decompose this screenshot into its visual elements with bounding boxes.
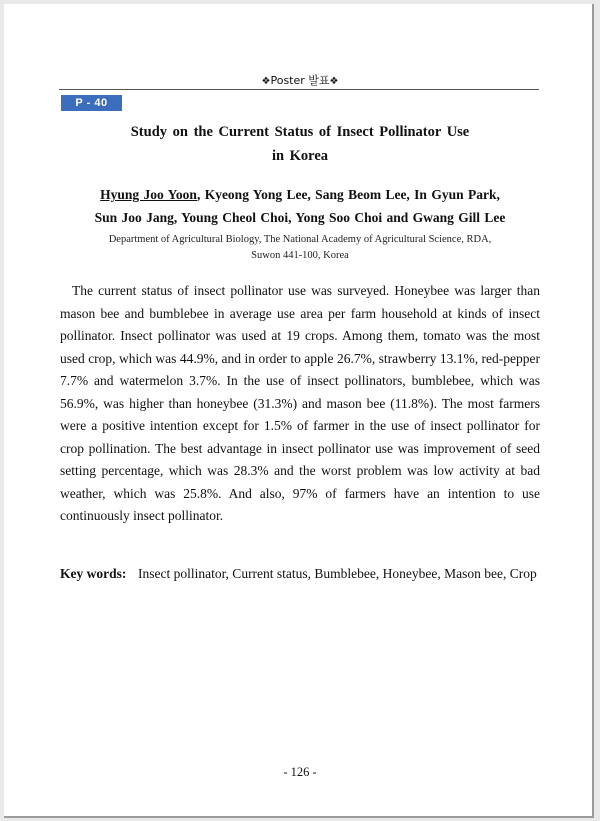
diamond-left-icon: ❖ bbox=[261, 76, 271, 87]
section-header bbox=[0, 72, 600, 88]
keywords-list: Insect pollinator, Current status, Bumblebee, Honeybee, Mason bee, Crop bbox=[138, 566, 537, 581]
diamond-right-icon: ❖ bbox=[329, 76, 339, 87]
poster-number-badge: P - 40 bbox=[61, 95, 122, 111]
abstract-body: The current status of insect pollinator use was surveyed. Honeybee was larger than mason bee and bumblebee in average use area per farm household at kinds of insect pollinator. Insect pollinator was used at 19 crops. Among them, tomato was the most used crop, which was 44.9%, and in order to apple 26.7%, strawberry 13.1%, red-pepper 7.7% and watermelon 3.7%. In the use of insect pollinators, bumblebee, which was 56.9%, was higher than honeybee (31.3%) and mason bee (11.8%). The most farmers were a positive intention except for 1.5% of farmer in the use of insect pollinator for crop pollination. The best advantage in insect pollinator use was improvement of seed setting percentage, which was 28.3% and the worst problem was low activity at bad weather, which was 25.8%. And also, 97% of farmers have an intention to use continuously insect pollinator. bbox=[60, 283, 540, 523]
page-number: - 126 - bbox=[283, 765, 317, 779]
section-label: Poster 발표 bbox=[270, 74, 330, 87]
affiliation-line-2: Suwon 441-100, Korea bbox=[251, 250, 349, 261]
author-list bbox=[60, 183, 540, 229]
keywords-label: Key words: bbox=[60, 566, 127, 581]
affiliation-line-1: Department of Agricultural Biology, The National Academy of Agricultural Science, RDA, bbox=[108, 234, 492, 245]
presenting-author: Hyung Joo Yoon bbox=[100, 187, 197, 202]
keywords-section bbox=[60, 563, 540, 586]
title-line-2: in Korea bbox=[271, 148, 329, 164]
authors-line-1 bbox=[60, 183, 540, 206]
authors-line-1-rest: , Kyeong Yong Lee, Sang Beom Lee, In Gyun Park, bbox=[196, 187, 500, 202]
authors-line-2: Sun Joo Jang, Young Cheol Choi, Yong Soo Choi and Gwang Gill Lee bbox=[94, 210, 506, 225]
header-divider bbox=[59, 89, 539, 90]
affiliation bbox=[60, 232, 540, 264]
paper-title bbox=[60, 120, 540, 168]
title-line-1: Study on the Current Status of Insect Pollinator Use bbox=[130, 124, 470, 140]
